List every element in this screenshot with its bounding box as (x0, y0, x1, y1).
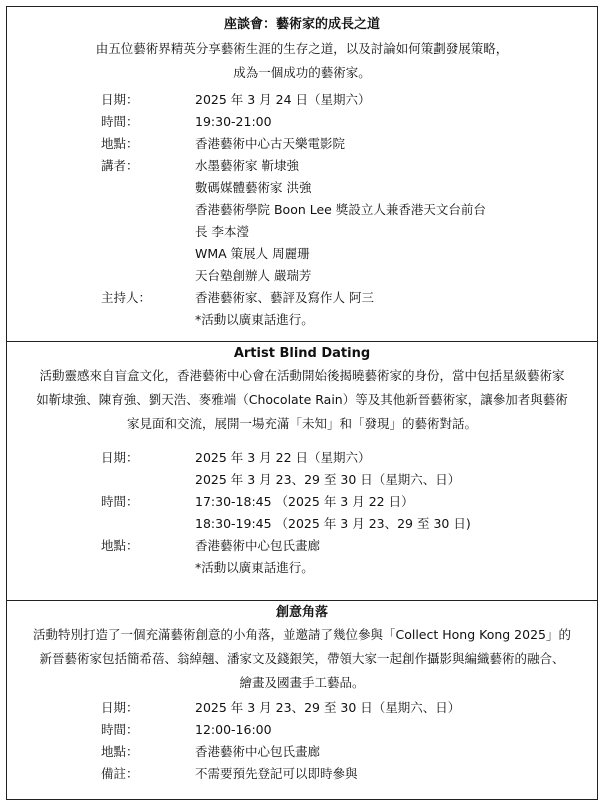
detail-row (7, 469, 597, 491)
detail-row (7, 243, 597, 265)
detail-row (7, 697, 597, 719)
detail-value: *活動以廣東話進行。 (195, 560, 314, 575)
detail-label: 地點： (101, 744, 139, 759)
description-line: 如靳埭強、陳育強、劉天浩、麥雅端（Chocolate Rain）等及其他新晉藝術家，讓參加者與藝術 (36, 392, 568, 407)
detail-value: 香港藝術中心古天樂電影院 (195, 136, 346, 151)
detail-value: 2025 年 3 月 22 日（星期六） (195, 450, 371, 465)
section-title: 創意角落 (275, 605, 328, 620)
detail-row (7, 513, 597, 535)
detail-row (7, 309, 597, 331)
detail-row (7, 221, 597, 243)
detail-value: 水墨藝術家 靳埭強 (195, 158, 299, 173)
description-line: 成為一個成功的藝術家。 (233, 65, 371, 80)
detail-value: 天台塾創辦人 嚴瑞芳 (195, 268, 312, 283)
detail-label: 備註： (101, 766, 139, 781)
detail-label: 時間： (101, 494, 139, 509)
detail-value: 不需要預先登記可以即時參與 (195, 766, 358, 781)
detail-value: *活動以廣東話進行。 (195, 312, 314, 327)
detail-row (7, 111, 597, 133)
section-description (7, 364, 597, 436)
detail-row (7, 265, 597, 287)
detail-value: 2025 年 3 月 23、29 至 30 日（星期六、日） (195, 472, 461, 487)
detail-row (7, 741, 597, 763)
section-title: 座談會：藝術家的成長之道 (223, 17, 380, 32)
section-artist-blind-dating (6, 341, 598, 601)
detail-label: 地點： (101, 136, 139, 151)
details-list (7, 447, 597, 579)
details-list (7, 697, 597, 785)
detail-value: 香港藝術中心包氏畫廊 (195, 744, 321, 759)
detail-row (7, 719, 597, 741)
description-line: 由五位藝術界精英分享藝術生涯的生存之道，以及討論如何策劃發展策略， (95, 41, 509, 56)
detail-value: 香港藝術中心包氏畫廊 (195, 538, 321, 553)
detail-value: 長 李本瀅 (195, 224, 249, 239)
description-line: 家見面和交流，展開一場充滿「未知」和「發現」的藝術對話。 (126, 416, 477, 431)
section-title: Artist Blind Dating (233, 346, 371, 361)
description-line: 活動特別打造了一個充滿藝術創意的小角落，並邀請了幾位參與「Collect Hong Kong 2025」的 (32, 627, 571, 642)
detail-label: 地點： (101, 538, 139, 553)
detail-value: 數碼媒體藝術家 洪強 (195, 180, 312, 195)
description-line: 繪畫及國畫手工藝品。 (239, 675, 365, 690)
detail-label: 日期： (101, 92, 139, 107)
detail-label: 主持人： (101, 290, 152, 305)
detail-row (7, 199, 597, 221)
detail-value: 17:30-18:45 （2025 年 3 月 22 日） (195, 494, 414, 509)
detail-value: 2025 年 3 月 23、29 至 30 日（星期六、日） (195, 700, 461, 715)
detail-label: 講者： (101, 158, 139, 173)
detail-row (7, 535, 597, 557)
detail-row (7, 557, 597, 579)
detail-label: 日期： (101, 700, 139, 715)
detail-label: 時間： (101, 722, 139, 737)
detail-row (7, 447, 597, 469)
detail-value: 香港藝術家、藝評及寫作人 阿三 (195, 290, 374, 305)
detail-row (7, 763, 597, 785)
section-description (7, 37, 597, 85)
detail-row (7, 155, 597, 177)
detail-value: 12:00-16:00 (195, 722, 272, 737)
detail-value: WMA 策展人 周麗珊 (195, 246, 310, 261)
detail-row (7, 287, 597, 309)
detail-row (7, 133, 597, 155)
detail-row (7, 177, 597, 199)
section-seminar (6, 6, 598, 342)
detail-row (7, 491, 597, 513)
description-line: 新晉藝術家包括簡希蓓、翁綽翹、潘家文及錢銀笑，帶領大家一起創作攝影與編織藝術的融合、 (39, 651, 565, 666)
details-list (7, 89, 597, 331)
detail-value: 2025 年 3 月 24 日（星期六） (195, 92, 371, 107)
detail-label: 日期： (101, 450, 139, 465)
section-description (7, 623, 597, 695)
detail-value: 18:30-19:45 （2025 年 3 月 23、29 至 30 日) (195, 516, 471, 531)
detail-value: 香港藝術學院 Boon Lee 獎設立人兼香港天文台前台 (195, 202, 486, 217)
detail-row (7, 89, 597, 111)
description-line: 活動靈感來自盲盒文化，香港藝術中心會在活動開始後揭曉藝術家的身份，當中包括星級藝術家 (39, 368, 565, 383)
detail-value: 19:30-21:00 (195, 114, 272, 129)
section-creative-corner (6, 600, 598, 800)
detail-label: 時間： (101, 114, 139, 129)
